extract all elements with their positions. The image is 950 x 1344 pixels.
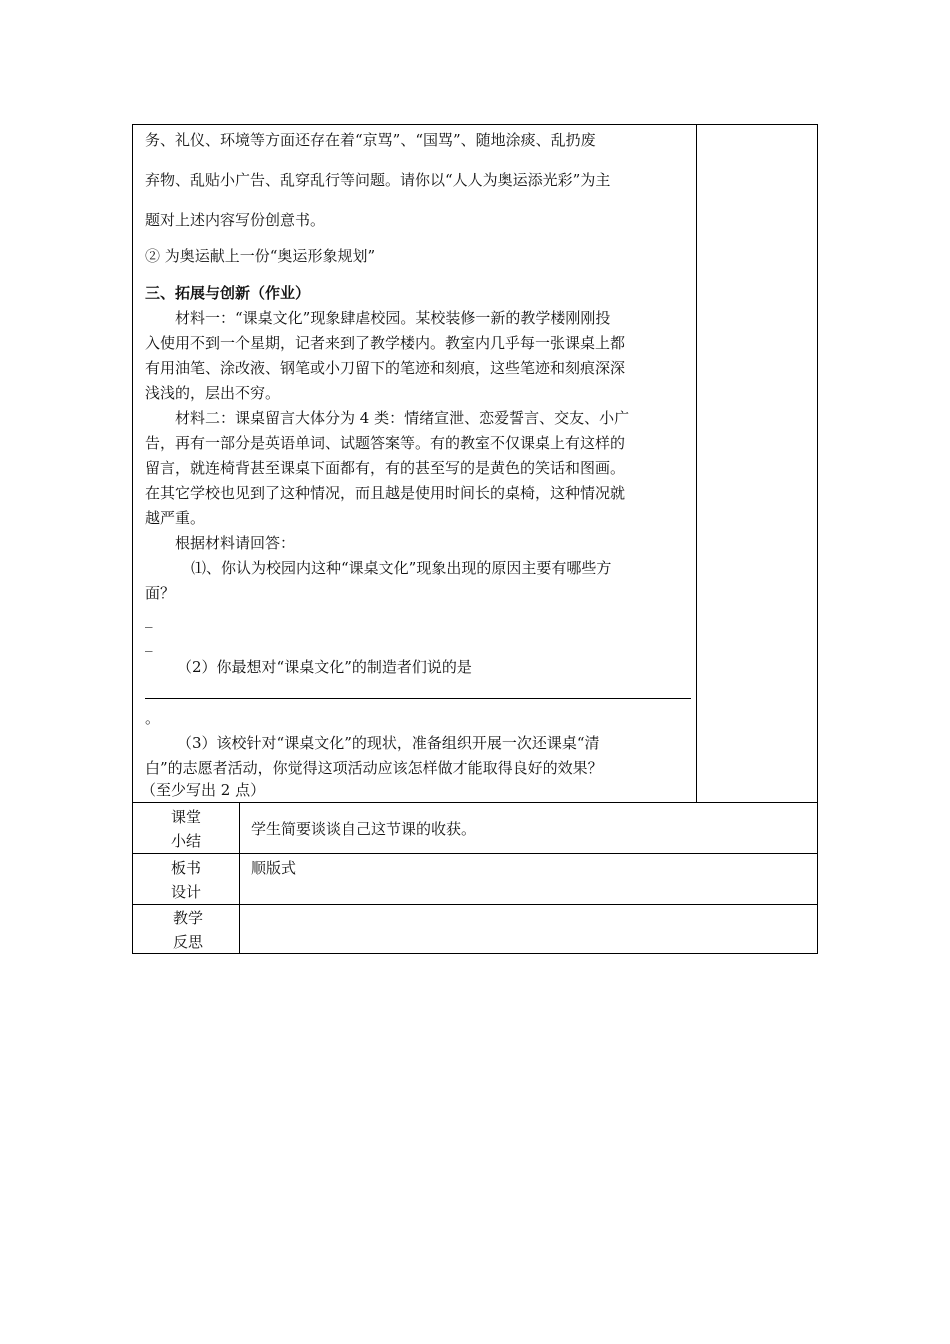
text-line: 有用油笔、涂改液、钢笔或小刀留下的笔迹和刻痕，这些笔迹和刻痕深深 [145,359,626,377]
row-label-summary: 课堂 小结 [170,808,201,850]
text-line: 留言，就连椅背甚至课桌下面都有，有的甚至写的是黄色的笑话和图画。 [145,459,626,477]
text-line: 。 [145,709,161,727]
section-heading: 三、拓展与创新（作业） [145,284,311,302]
text-line: 在其它学校也见到了这种情况，而且越是使用时间长的桌椅，这种情况就 [145,484,626,502]
text-line: ② 为奥运献上一份“奥运形象规划” [145,247,376,265]
text-line: 入使用不到一个星期，记者来到了教学楼内。教室内几乎每一张课桌上都 [145,334,626,352]
answer-blank-line [145,698,691,699]
blank-mark: _ [145,610,153,628]
right-column-divider [696,125,697,802]
text-line: 根据材料请回答： [175,534,296,552]
text-line: 务、礼仪、环境等方面还存在着“京骂”、“国骂”、随地涂痰、乱扔废 [145,131,596,149]
board-content: 顺版式 [251,859,297,877]
text-line: 材料二：课桌留言大体分为 4 类：情绪宣泄、恋爱誓言、交友、小广 [175,409,630,427]
question-2: （2）你最想对“课桌文化”的制造者们说的是 [177,658,472,676]
row-label-reflection: 教学 反思 [172,909,203,951]
text-line: 浅浅的，层出不穷。 [145,384,281,402]
text-line: （至少写出 2 点） [141,781,266,799]
text-line: 告，再有一部分是英语单词、试题答案等。有的教室不仅课桌上有这样的 [145,434,626,452]
text-line: 面？ [145,584,176,602]
main-cell-bottom-border [133,802,817,803]
text-line: 弃物、乱贴小广告、乱穿乱行等问题。请你以“人人为奥运添光彩”为主 [145,171,611,189]
question-3: （3）该校针对“课桌文化”的现状，准备组织开展一次还课桌“清 [177,734,600,752]
lesson-plan-table [132,124,818,954]
text-line: 题对上述内容写份创意书。 [145,211,326,229]
summary-content: 学生简要谈谈自己这节课的收获。 [251,820,477,838]
text-line: 白”的志愿者活动，你觉得这项活动应该怎样做才能取得良好的效果？ [145,759,603,777]
row-divider-1 [133,853,817,854]
blank-mark: _ [145,634,153,652]
row-label-board: 板书 设计 [170,859,201,901]
text-line: 材料一：“课桌文化”现象肆虐校园。某校装修一新的教学楼刚刚投 [175,309,611,327]
question-1: ⑴、你认为校园内这种“课桌文化”现象出现的原因主要有哪些方 [191,559,612,577]
row-divider-2 [133,904,817,905]
text-line: 越严重。 [145,509,206,527]
